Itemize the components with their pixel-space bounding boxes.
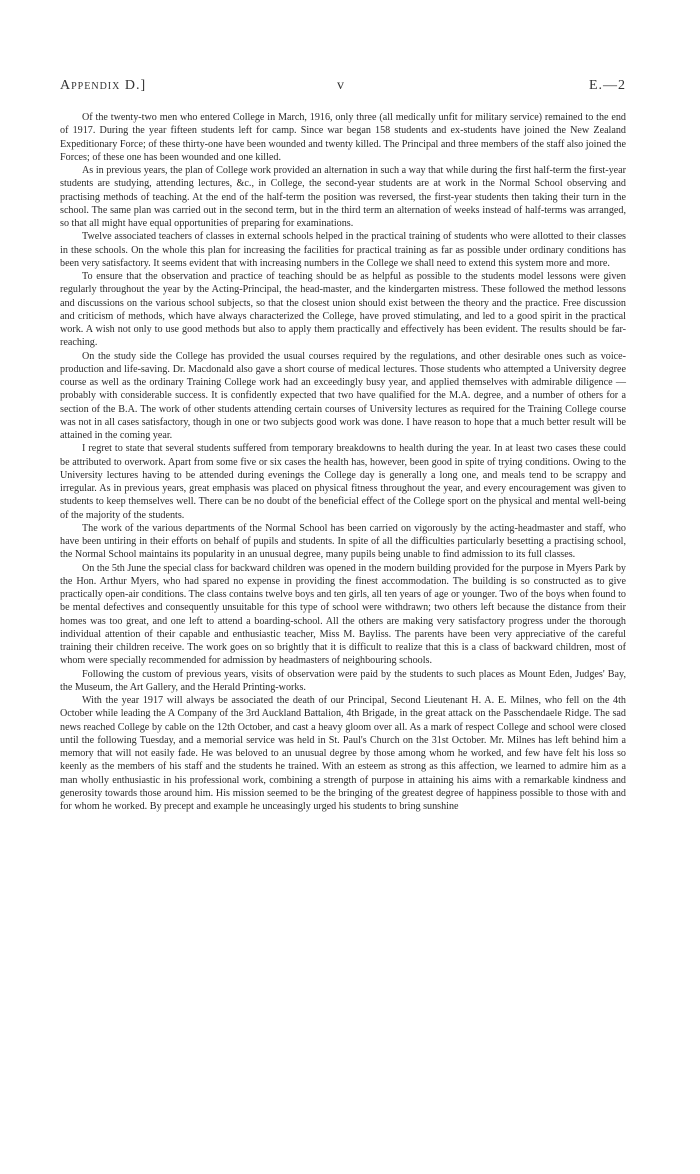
paragraph-enlistment: Of the twenty-two men who entered College in March, 1916, only three (all medically unfit for military service) remained to the end of 1917. During the year fifteen students left for camp. Since war began 158 students and ex-students have joined the New Zealand Expeditionary Force; of these thirty-one have been wounded and twenty killed. The Principal and three members of the staff also joined the Forces; of these one has been wounded and one killed. [60,112,626,163]
report-body [60,111,626,813]
paragraph-principal-memorial: With the year 1917 will always be associated the death of our Principal, Second Lieutenant H. A. E. Milnes, who fell on the 4th October while leading the A Company of the 3rd Auckland Battalion, 4th Brigade, in the great attack on the Passchendaele Ridge. The sad news reached College by cable on the 12th October, and cast a heavy gloom over all. As a mark of respect College and school were closed until the following Tuesday, and a memorial service was held in St. Paul's Church on the 31st October. Mr. Milnes has left behind him a memory that will not easily fade. He was beloved to an unusual degree by those among whom he worked, and few have felt his loss so keenly as the members of his staff and the students he trained. With an esteem as strong as this affection, we learned to admire him as a man wholly enthusiastic in his professional work, combining a strength of purpose in attaining his aims with a remarkable kindness and generosity towards those around him. His mission seemed to be the bringing of the greatest degree of happiness possible to those with and for whom he worked. By precept and example he unceasingly urged his students to bring sunshine [60,695,626,812]
paragraph-observation-visits: Following the custom of previous years, visits of observation were paid by the students to such places as Mount Eden, Judges' Bay, the Museum, the Art Gallery, and the Herald Printing-works. [60,668,626,693]
page-header [60,78,626,98]
paragraph-normal-school: The work of the various departments of the Normal School has been carried on vigorously by the acting-headmaster and staff, who have been untiring in their efforts on behalf of pupils and students. In spite of all the difficulties particularly besetting a practising school, the Normal School maintains its popularity in an unusual degree, many pupils being unable to find admission to its full classes. [60,522,626,561]
appendix-label: Appendix D.] [60,78,147,93]
paragraph-model-lessons: To ensure that the observation and practice of teaching should be as helpful as possible to the students model lessons were given regularly throughout the year by the Acting-Principal, the head-master, and the kindergarten mistress. These followed the method lessons and discussions on the various school subjects, so that the closest union should exist between the theory and the practice. Free discussion and criticism of methods, which have always characterized the College, have proved stimulating, and led to a good spirit in the practical work. A wish not only to use good methods but also to apply them practically and effectively has been evident. The results should be far-reaching. [60,271,626,349]
paragraph-study-side: On the study side the College has provided the usual courses required by the regulations, and other desirable ones such as voice-production and life-saving. Dr. Macdonald also gave a short course of medical lectures. Those students who attempted a University degree course as well as the ordinary Training College work had an exceedingly busy year, and applied themselves with admirable diligence —probably with considerable success. It is confidently expected that two have qualified for the M.A. degree, and a number of others for a section of the B.A. The work of other students attending certain courses of University lectures as required for the Training College course was not in all cases satisfactory, though in one or two subjects good work was done. I have reason to hope that a much better result will be attained in the coming year. [60,350,626,441]
paragraph-college-work-plan: As in previous years, the plan of College work provided an alternation in such a way that while during the first half-term the first-year students are studying, attending lectures, &c., in College, the second-year students are at work in the Normal School observing and practising methods of teaching. At the end of the half-term the position was reversed, the first-year students then taking their turn in the school. The same plan was carried out in the second term, but in the third term an alternation of weeks instead of half-terms was arranged, so that all might have equal opportunities of preparing for examinations. [60,165,626,229]
paragraph-special-class: On the 5th June the special class for backward children was opened in the modern building provided for the purpose in Myers Park by the Hon. Arthur Myers, who had spared no expense in providing the finest accommodation. The building is so constructed as to give practically open-air conditions. The class contains twelve boys and ten girls, all ten years of age or younger. Two of the boys when found to be mental defectives and consequently unsuitable for this type of school were withdrawn; two others left because the distance from their homes was too great, and one left to attend a boarding-school. All the others are making very satisfactory progress under the thorough individual attention of their capable and enthusiastic teacher, Miss M. Bayliss. The parents have been very appreciative of the careful training their children receive. The work goes on so brightly that it is difficult to realize that this is a class of backward children, most of whom were specially recommended for admission by headmasters of neighbouring schools. [60,562,626,667]
page-number: v [337,78,345,93]
paragraph-associated-teachers: Twelve associated teachers of classes in external schools helped in the practical training of students who were allotted to their classes in these schools. On the whole this plan for increasing the facilities for practical training as far as possible under ordinary conditions has been very satisfactory. It seems evident that with increasing numbers in the College we shall need to extend this system more and more. [60,231,626,269]
document-code: E.—2 [588,78,626,93]
paragraph-health: I regret to state that several students suffered from temporary breakdowns to health during the year. In at least two cases these could be attributed to overwork. Apart from some five or six cases the health has, however, been good in spite of trying conditions. Owing to the University lectures having to be attended during evenings the College day is generally a long one, and meals tend to be scrappy and irregular. As in previous years, great emphasis was placed on physical fitness throughout the year, and every encouragement was given to students to keep themselves well. There can be no doubt of the beneficial effect of the College sport on the physical and mental well-being of the majority of the students. [60,443,626,521]
